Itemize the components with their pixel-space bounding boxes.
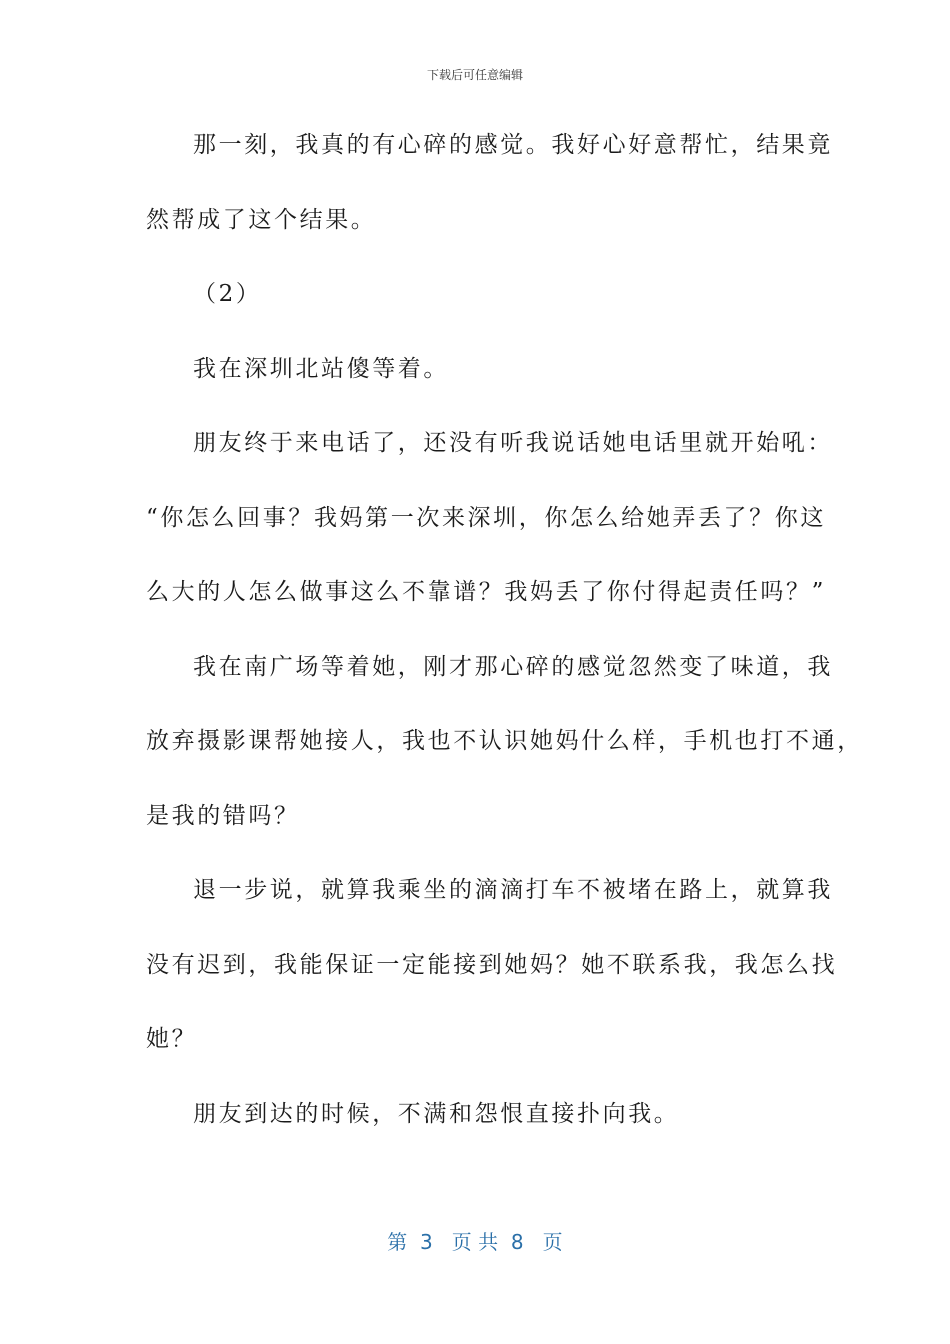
paragraph-line: 我在深圳北站傻等着。 [193, 355, 449, 382]
paragraph-line: 那一刻，我真的有心碎的感觉。我好心好意帮忙，结果竟 [193, 132, 833, 158]
paragraph-line: 没有迟到，我能保证一定能接到她妈？她不联系我，我怎么找 [146, 951, 838, 978]
paragraph-line: 我在南广场等着她，刚才那心碎的感觉忽然变了味道，我 [193, 653, 833, 680]
paragraph-line: 朋友到达的时候，不满和怨恨直接扑向我。 [193, 1100, 680, 1127]
paragraph-line: 朋友终于来电话了，还没有听我说话她电话里就开始吼： [193, 430, 833, 456]
section-number: （2） [193, 281, 262, 307]
paragraph-line: 退一步说，就算我乘坐的滴滴打车不被堵在路上，就算我 [193, 877, 833, 903]
page-header: 下载后可任意编辑 [426, 68, 523, 82]
paragraph-line: 么大的人怎么做事这么不靠谱？我妈丢了你付得起责任吗？” [146, 579, 826, 605]
paragraph-line: 放弃摄影课帮她接人，我也不认识她妈什么样，手机也打不通， [146, 728, 863, 754]
paragraph-line: “你怎么回事？我妈第一次来深圳，你怎么给她弄丢了？你这 [146, 504, 826, 531]
paragraph-line: 她？ [146, 1026, 198, 1052]
document-body [146, 123, 863, 1166]
paragraph-line: 然帮成了这个结果。 [146, 206, 377, 233]
page-footer: 第 3 页 共 8 页 [387, 1230, 563, 1254]
paragraph-line: 是我的错吗？ [146, 802, 300, 829]
